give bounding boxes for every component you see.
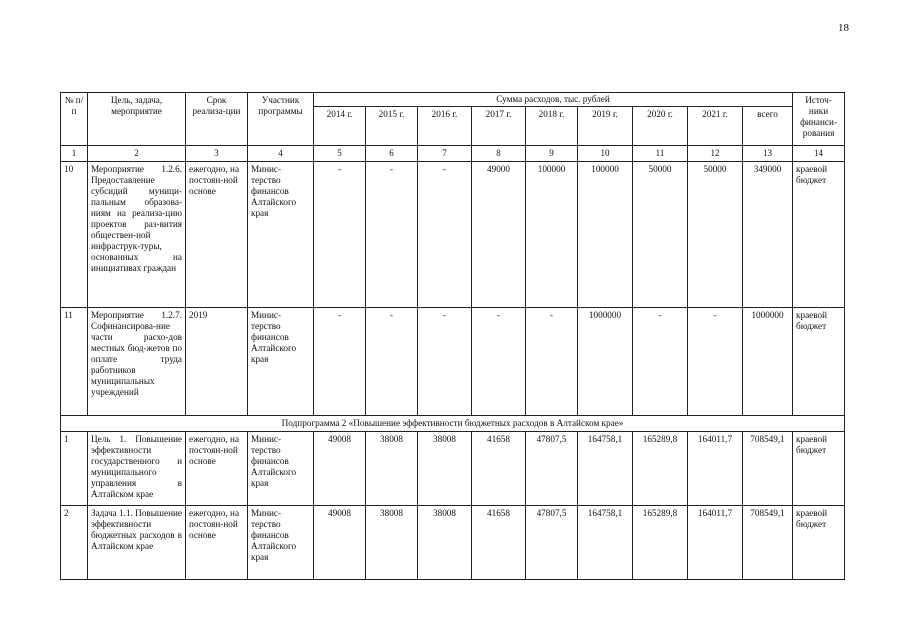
subprogram-title: Подпрограмма 2 «Повышение эффективности бюджетных расходов в Алтайском крае» (61, 415, 845, 431)
row-num: 11 (61, 307, 88, 415)
page-number: 18 (838, 22, 849, 34)
column-index: 9 (526, 146, 578, 162)
table-row (61, 505, 845, 579)
header-year: 2017 г. (472, 107, 526, 146)
header-year: 2019 г. (578, 107, 633, 146)
row-value: 1000000 (578, 307, 633, 415)
row-value: - (314, 161, 366, 307)
budget-table (60, 92, 845, 580)
row-value: - (526, 307, 578, 415)
row-value: 164758,1 (578, 431, 633, 505)
row-value: 49008 (314, 431, 366, 505)
row-value-total: 708549,1 (743, 505, 793, 579)
row-participant: Минис-терство финансов Алтайского края (248, 161, 314, 307)
header-goal: Цель, задача, мероприятие (88, 93, 186, 146)
row-goal: Цель 1. Повышение эффективности государственного и муниципального управления в Алтайском крае (88, 431, 186, 505)
table-row (61, 431, 845, 505)
row-value: 49000 (472, 161, 526, 307)
row-source: краевой бюджет (793, 505, 845, 579)
column-index: 10 (578, 146, 633, 162)
column-index: 2 (88, 146, 186, 162)
column-index: 8 (472, 146, 526, 162)
row-participant: Минис-терство финансов Алтайского края (248, 505, 314, 579)
table-row (61, 307, 845, 415)
row-value: 50000 (633, 161, 688, 307)
row-participant: Минис-терство финансов Алтайского края (248, 307, 314, 415)
header-year: 2015 г. (366, 107, 418, 146)
column-index: 6 (366, 146, 418, 162)
header-year: 2021 г. (688, 107, 743, 146)
header-source: Источ-ники финанси-рования (793, 93, 845, 146)
row-source: краевой бюджет (793, 307, 845, 415)
subprogram-row (61, 415, 845, 431)
row-value: 165289,8 (633, 505, 688, 579)
row-period: 2019 (186, 307, 248, 415)
row-goal: Мероприятие 1.2.6. Предоставление субсидий муници-пальным образова-ниям на реализа-цию проектов раз-вития обществен-ной инфраструк-туры, основанных на инициативах граждан (88, 161, 186, 307)
row-goal: Задача 1.1. Повышение эффективности бюджетных расходов в Алтайском крае (88, 505, 186, 579)
row-goal: Мероприятие 1.2.7. Софинансирова-ние части расхо-дов местных бюд-жетов по оплате труда работников муниципальных учреждений (88, 307, 186, 415)
column-index: 1 (61, 146, 88, 162)
header-num: № п/п (61, 93, 88, 146)
header-year: 2018 г. (526, 107, 578, 146)
row-value: - (366, 307, 418, 415)
row-value: 164011,7 (688, 505, 743, 579)
row-value: 164011,7 (688, 431, 743, 505)
header-sum-title: Сумма расходов, тыс. рублей (314, 93, 793, 107)
row-value-total: 1000000 (743, 307, 793, 415)
row-value: 38008 (418, 431, 472, 505)
row-value: 50000 (688, 161, 743, 307)
row-value: - (633, 307, 688, 415)
row-value-total: 349000 (743, 161, 793, 307)
row-source: краевой бюджет (793, 431, 845, 505)
row-value: - (418, 307, 472, 415)
column-index: 4 (248, 146, 314, 162)
header-year: 2020 г. (633, 107, 688, 146)
row-value: - (366, 161, 418, 307)
row-period: ежегодно, на постоян-ной основе (186, 161, 248, 307)
row-value: 49008 (314, 505, 366, 579)
row-value: 165289,8 (633, 431, 688, 505)
column-index: 13 (743, 146, 793, 162)
row-value: 47807,5 (526, 505, 578, 579)
header-year: 2016 г. (418, 107, 472, 146)
row-period: ежегодно, на постоян-ной основе (186, 431, 248, 505)
row-participant: Минис-терство финансов Алтайского края (248, 431, 314, 505)
row-num: 10 (61, 161, 88, 307)
row-num: 1 (61, 431, 88, 505)
row-value: 100000 (526, 161, 578, 307)
row-value: 38008 (366, 431, 418, 505)
column-index-row (61, 146, 845, 162)
row-value: 38008 (418, 505, 472, 579)
row-num: 2 (61, 505, 88, 579)
column-index: 11 (633, 146, 688, 162)
row-value: - (418, 161, 472, 307)
header-year-total: всего (743, 107, 793, 146)
row-value: 41658 (472, 505, 526, 579)
row-source: краевой бюджет (793, 161, 845, 307)
column-index: 12 (688, 146, 743, 162)
row-value: 41658 (472, 431, 526, 505)
column-index: 14 (793, 146, 845, 162)
row-value: - (314, 307, 366, 415)
header-period: Срок реализа-ции (186, 93, 248, 146)
header-year: 2014 г. (314, 107, 366, 146)
column-index: 7 (418, 146, 472, 162)
table-row (61, 161, 845, 307)
row-value: 164758,1 (578, 505, 633, 579)
row-value: 100000 (578, 161, 633, 307)
column-index: 3 (186, 146, 248, 162)
row-period: ежегодно, на постоян-ной основе (186, 505, 248, 579)
row-value: 47807,5 (526, 431, 578, 505)
row-value: 38008 (366, 505, 418, 579)
row-value: - (688, 307, 743, 415)
row-value-total: 708549,1 (743, 431, 793, 505)
row-value: - (472, 307, 526, 415)
header-row (61, 93, 845, 107)
header-participant: Участник программы (248, 93, 314, 146)
column-index: 5 (314, 146, 366, 162)
